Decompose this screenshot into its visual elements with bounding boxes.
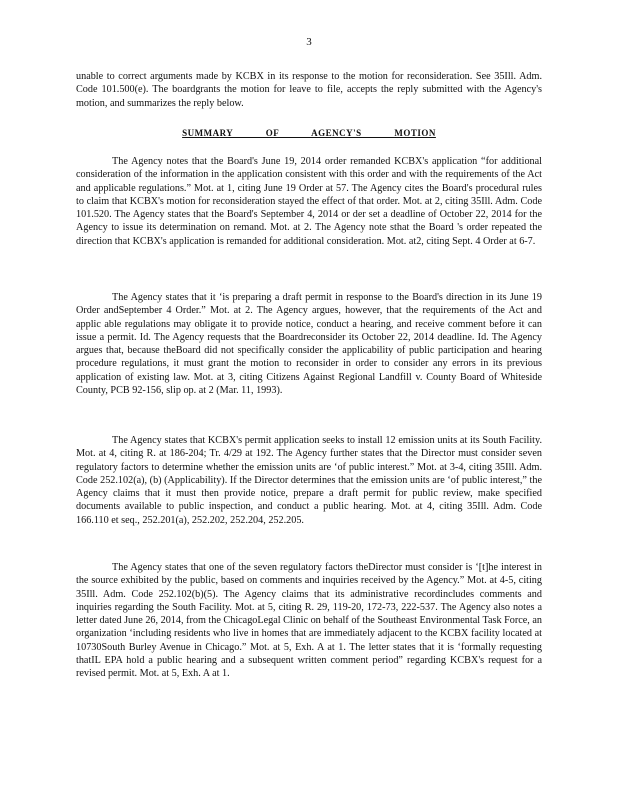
- paragraph-3: [76, 434, 542, 527]
- paragraph-text: unable to correct arguments made by KCBX in its response to the motion for reconsideration. See 35Ill. Adm. Code 101.500(e). The boardgrants the motion for leave to file, accepts the reply submitted with the Agency's motion, and summarizes the reply below.: [76, 71, 542, 109]
- paragraph-4: [76, 561, 542, 681]
- paragraph-text: The Agency states that it ‘is preparing a draft permit in response to the Board's direction in its June 19 Order andSeptember 4 Order.” Mot. at 2. The Agency argues, however, that the requirements of the Act and applic able regulations may obligate it to provide notice, conduct a hearing, and receive comment before it can issue a permit. Id. The Agency requests that the Boardreconsider its October 22, 2014 deadline. Id. The Agency argues that, because theBoard did not specifically consider the applicability of public participation and hearing procedure regulations, it must grant the motion to reconsider in order to consider any errors in its previous application of existing law. Mot. at 3, citing Citizens Against Regional Landfill v. County Board of Whiteside County, PCB 92-156, slip op. at 2 (Mar. 11, 1993).: [76, 292, 542, 397]
- paragraph-1: [76, 155, 542, 248]
- page-number: 3: [306, 36, 312, 48]
- paragraph-text: The Agency states that one of the seven regulatory factors theDirector must consider is ‘[t]he interest in the source exhibited by the public, based on comments and inquiries received by the Agency.” Mot. at 4-5, citing 35Ill. Adm. Code 252.102(b)(5). The Agency claims that its administrative recordincludes comments and inquiries regarding the South Facility. Mot. at 5, citing R. 29, 119-20, 172-73, 222-537. The Agency also notes a letter dated June 26, 2014, from the ChicagoLegal Clinic on behalf of the Southeast Environmental Task Force, an organization ‘including residents who live in homes that are immediately adjacent to the KCBX facility located at 10730South Burley Avenue in Chicago.” Mot. at 5, Exh. A at 1. The letter states that it is ‘formally requesting thatIL EPA hold a public hearing and a subsequent written comment period” regarding KCBX's request for a revised permit. Mot. at 5, Exh. A at 1.: [76, 562, 542, 680]
- paragraph-text: The Agency notes that the Board's June 19, 2014 order remanded KCBX's application “for additional consideration of the information in the application consistent with this order and with the requirements of the Act and applicable regulations.” Mot. at 1, citing June 19 Order at 57. The Agency cites the Board's procedural rules to claim that KCBX's motion for reconsideration stayed the effect of that order. Mot. at 2, citing 35Ill. Adm. Code 101.520. The Agency states that the Board's September 4, 2014 or der set a deadline of October 22, 2014 for the Agency to issue its determination on remand. Mot. at 2. The Agency note sthat the Board 's order repeated the direction that KCBX's application is remanded for additional consideration. Mot. at2, citing Sept. 4 Order at 6-7.: [76, 156, 542, 247]
- paragraph-2: [76, 291, 542, 397]
- intro-paragraph: [76, 70, 542, 110]
- section-heading: SUMMARY OF AGENCY'S MOTION: [182, 128, 436, 138]
- paragraph-text: The Agency states that KCBX's permit application seeks to install 12 emission units at its South Facility. Mot. at 4, citing R. at 186-204; Tr. 4/29 at 192. The Agency further states that the Director must consider seven regulatory factors to determine whether the emission units are ‘of public interest.” Mot. at 3-4, citing 35Ill. Adm. Code 252.102(a), (b) (Applicability). If the Director determines that the emission units are ‘of public interest,” the Agency claims that it must then provide notice, prepare a draft permit for public review, make specified documents available to public inspection, and conduct a public hearing. Mot. at 4, citing 35Ill. Adm. Code 166.110 et seq., 252.201(a), 252.202, 252.204, 252.205.: [76, 435, 542, 526]
